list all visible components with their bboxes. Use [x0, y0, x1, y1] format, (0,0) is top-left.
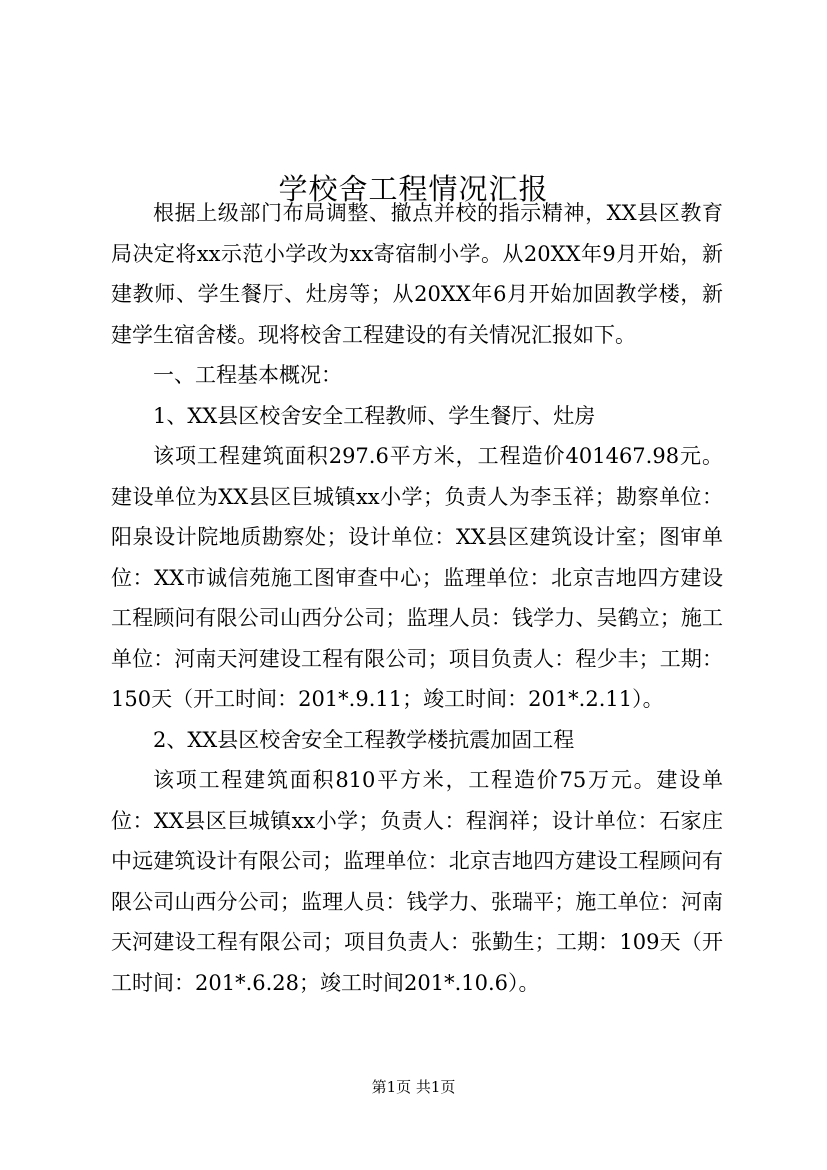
- paragraph-project-1: 该项工程建筑面积297.6平方米，工程造价401467.98元。建设单位为XX县区巨城镇xx小学；负责人为李玉祥；勘察单位：阳泉设计院地质勘察处；设计单位：XX县区建筑设计室；图审单位：XX市诚信苑施工图审查中心；监理单位：北京吉地四方建设工程顾问有限公司山西分公司；监理人员：钱学力、吴鹤立；施工单位：河南天河建设工程有限公司；项目负责人：程少丰；工期：150天（开工时间：201*.9.11；竣工时间：201*.2.11）。: [111, 444, 723, 711]
- page-footer: 第1页 共1页: [371, 1078, 456, 1096]
- subsection-heading-2: 2、XX县区校舍安全工程教学楼抗震加固工程: [153, 727, 575, 752]
- document-title: 学校舍工程情况汇报: [278, 172, 549, 207]
- paragraph-intro: 根据上级部门布局调整、撤点并校的指示精神，XX县区教育局决定将xx示范小学改为xx寄宿制小学。从20XX年9月开始，新建教师、学生餐厅、灶房等；从20XX年6月开始加固教学楼，新建学生宿舍楼。现将校舍工程建设的有关情况汇报如下。: [111, 201, 723, 347]
- paragraph-project-2: 该项工程建筑面积810平方米，工程造价75万元。建设单位：XX县区巨城镇xx小学；负责人：程润祥；设计单位：石家庄中远建筑设计有限公司；监理单位：北京吉地四方建设工程顾问有限公司山西分公司；监理人员：钱学力、张瑞平；施工单位：河南天河建设工程有限公司；项目负责人：张勤生；工期：109天（开工时间：201*.6.28；竣工时间201*.10.6）。: [111, 768, 723, 995]
- document-body: [111, 193, 723, 1003]
- subsection-heading-1: 1、XX县区校舍安全工程教师、学生餐厅、灶房: [153, 403, 596, 428]
- section-heading-overview: 一、工程基本概况：: [153, 363, 342, 387]
